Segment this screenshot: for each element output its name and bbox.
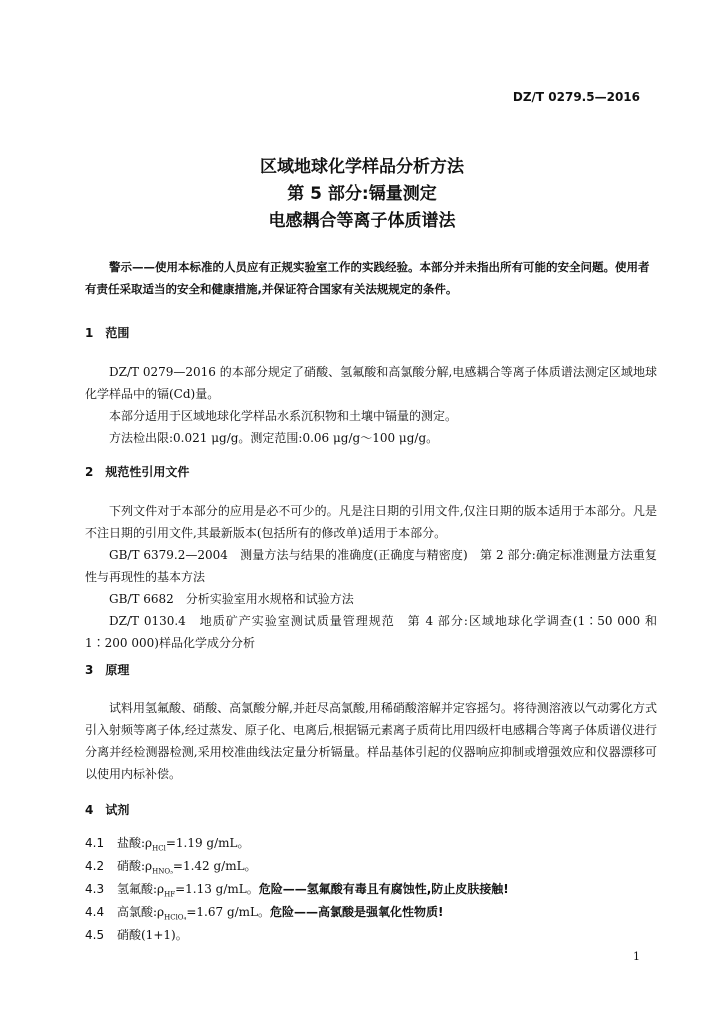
section-2-paragraph-3: GB/T 6682 分析实验室用水规格和试验方法 bbox=[109, 592, 354, 606]
reagent-name: 高氯酸:ρ bbox=[117, 905, 165, 919]
section-3-heading: 3 原理 bbox=[85, 663, 130, 677]
section-1-paragraph-1: DZ/T 0279—2016 的本部分规定了硝酸、氢氟酸和高氯酸分解,电感耦合等离子体质谱法测定区域地球化学样品中的镉(Cd)量。 bbox=[85, 365, 657, 401]
section-4-heading: 4 试剂 bbox=[85, 803, 130, 817]
section-2-paragraph-4: DZ/T 0130.4 地质矿产实验室测试质量管理规范 第 4 部分:区域地球化学调查(1∶50 000 和 1∶200 000)样品化学成分分析 bbox=[85, 614, 657, 650]
reagent-name: 硝酸(1+1)。 bbox=[117, 928, 188, 942]
reagent-item bbox=[85, 903, 444, 921]
reagent-subscript: HNO₃ bbox=[152, 867, 173, 876]
reagent-item bbox=[85, 926, 188, 943]
reagent-number: 4.2 bbox=[85, 859, 105, 873]
reagent-item bbox=[85, 880, 509, 898]
section-3-paragraph-1: 试料用氢氟酸、硝酸、高氯酸分解,并赶尽高氯酸,用稀硝酸溶解并定容摇匀。将待测溶液以气动雾化方式引入射频等离子体,经过蒸发、原子化、电离后,根据镉元素离子质荷比用四级杆电感耦合等离子体质谱仪进行分离并经检测器检测,采用校准曲线法定量分析镉量。样品基体引起的仪器响应抑制或增强效应和仪器漂移可以使用内标补偿。 bbox=[85, 701, 657, 781]
reagent-number: 4.5 bbox=[85, 928, 105, 942]
title-line-3: 电感耦合等离子体质谱法 bbox=[268, 211, 456, 231]
reagent-name: 氢氟酸:ρ bbox=[117, 882, 165, 896]
reagent-name: 硝酸:ρ bbox=[117, 859, 153, 873]
section-1-heading: 1 范围 bbox=[85, 326, 130, 340]
hazard-warning: 危险——高氯酸是强氧化性物质! bbox=[270, 905, 444, 919]
reagent-subscript: HClO₄ bbox=[164, 913, 187, 922]
title-line-2: 第 5 部分:镉量测定 bbox=[287, 184, 437, 204]
reagent-density: =1.19 g/mL。 bbox=[165, 836, 250, 850]
section-1-paragraph-2: 本部分适用于区域地球化学样品水系沉积物和土壤中镉量的测定。 bbox=[109, 409, 458, 423]
reagent-name: 盐酸:ρ bbox=[117, 836, 153, 850]
reagent-density: =1.67 g/mL。 bbox=[186, 905, 271, 919]
section-1-paragraph-3: 方法检出限:0.021 μg/g。测定范围:0.06 μg/g～100 μg/g。 bbox=[109, 431, 439, 445]
reagent-item bbox=[85, 857, 257, 875]
reagent-density: =1.42 g/mL。 bbox=[172, 859, 257, 873]
reagent-subscript: HCl bbox=[152, 844, 166, 853]
title-line-1: 区域地球化学样品分析方法 bbox=[260, 157, 464, 177]
reagent-number: 4.3 bbox=[85, 882, 105, 896]
reagent-number: 4.4 bbox=[85, 905, 105, 919]
section-2-paragraph-1: 下列文件对于本部分的应用是必不可少的。凡是注日期的引用文件,仅注日期的版本适用于本部分。凡是不注日期的引用文件,其最新版本(包括所有的修改单)适用于本部分。 bbox=[85, 504, 657, 540]
section-2-paragraph-2: GB/T 6379.2—2004 测量方法与结果的准确度(正确度与精密度) 第 2 部分:确定标准测量方法重复性与再现性的基本方法 bbox=[85, 548, 657, 584]
reagent-density: =1.13 g/mL。 bbox=[175, 882, 259, 896]
warning-paragraph: 警示——使用本标准的人员应有正规实验室工作的实践经验。本部分并未指出所有可能的安全问题。使用者有责任采取适当的安全和健康措施,并保证符合国家有关法规规定的条件。 bbox=[85, 260, 650, 296]
page-number: 1 bbox=[633, 950, 640, 963]
reagent-subscript: HF bbox=[164, 890, 176, 899]
reagent-number: 4.1 bbox=[85, 836, 105, 850]
section-2-heading: 2 规范性引用文件 bbox=[85, 465, 190, 479]
standard-number-header: DZ/T 0279.5—2016 bbox=[512, 90, 640, 104]
hazard-warning: 危险——氢氟酸有毒且有腐蚀性,防止皮肤接触! bbox=[258, 882, 509, 896]
reagent-item bbox=[85, 834, 249, 852]
